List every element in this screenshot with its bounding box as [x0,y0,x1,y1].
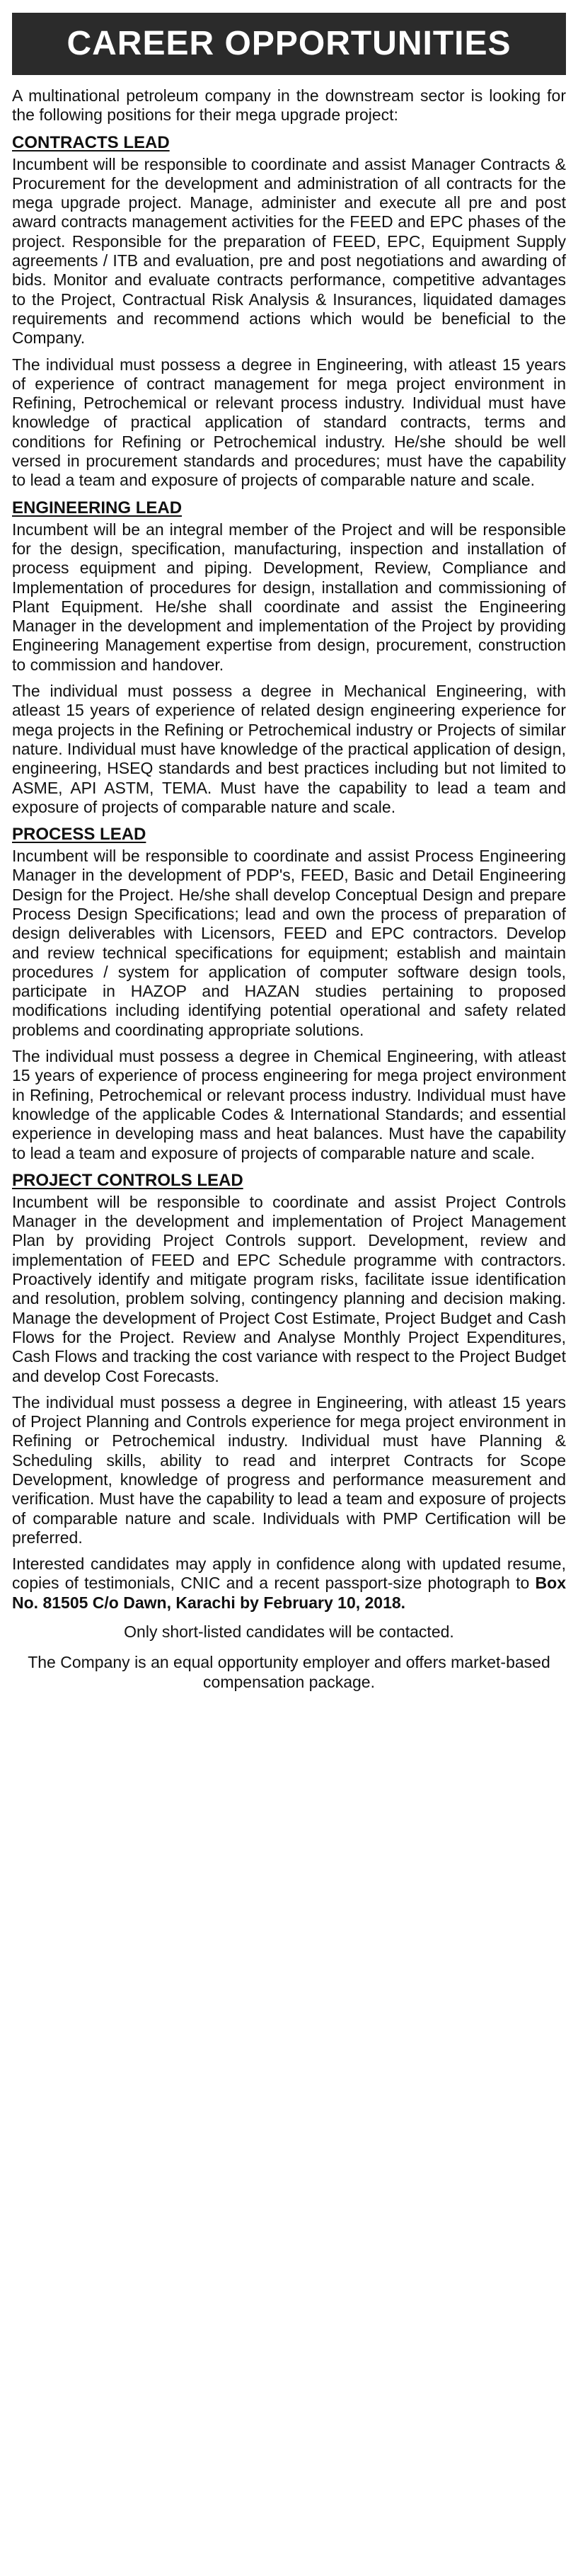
role-description: Incumbent will be responsible to coordinate and assist Project Controls Manager in the development and implementation of Project Management Plan by providing Project Controls support. Development, review and implementation of FEED and EPC Schedule programme with contractors. Proactively identify and mitigate program risks, facilitate issue identification and resolution, problem solving, contingency planning and decision making. Manage the development of Project Cost Estimate, Project Budget and Cash Flows for the Project. Review and Analyse Monthly Project Expenditures, Cash Flows and tracking the cost variance with respect to the Project Budget and develop Cost Forecasts. [12,1192,566,1385]
intro-paragraph: A multinational petroleum company in the downstream sector is looking for the following positions for their mega upgrade project: [12,86,566,125]
shortlist-note: Only short-listed candidates will be contacted. [124,1622,454,1642]
section-heading: PROCESS LEAD [12,825,146,845]
application-address: Box No. 81505 C/o Dawn, Karachi by February 10, 2018. [12,1574,566,1612]
section-contracts-lead [12,132,566,491]
equal-opportunity-statement: The Company is an equal opportunity employer and offers market-based compensation package. [28,1653,550,1691]
role-requirements: The individual must possess a degree in Engineering, with atleast 15 years of experience of contract management for mega project environment in Refining, Petrochemical or relevant process industry. Individual must have knowledge of practical application of standard contracts, terms and conditions for Refining or Petrochemical industry. He/she should be well versed in procurement standards and procedures; must have the capability to lead a team and exposure of projects of comparable nature and scale. [12,355,566,490]
section-process-lead [12,824,566,1163]
section-heading: ENGINEERING LEAD [12,498,183,517]
application-text: Interested candidates may apply in confidence along with updated resume, copies of testimonials, CNIC and a recent passport-size photograph to [12,1555,566,1593]
page-title: CAREER OPPORTUNITIES [12,13,566,75]
section-heading: PROJECT CONTROLS LEAD [12,1170,243,1190]
role-requirements: The individual must possess a degree in Engineering, with atleast 15 years of Project Planning and Controls experience for mega project environment in Refining or Petrochemical industry. Individual must have Planning & Scheduling skills, ability to read and interpret Contracts for Scope Development, knowledge of progress and performance measurement and verification. Must have the capability to lead a team and exposure of projects of comparable nature and scale. Individuals with PMP Certification will be preferred. [12,1392,566,1547]
application-instructions [12,1555,566,1613]
role-requirements: The individual must possess a degree in Chemical Engineering, with atleast 15 years of experience of process engineering for mega project environment in Refining, Petrochemical or relevant process industry. Individual must have knowledge of the applicable Codes & International Standards; and essential experience in developing mass and heat balances. Must have the capability to lead a team and exposure of projects of comparable nature and scale. [12,1047,566,1162]
role-description: Incumbent will be responsible to coordinate and assist Manager Contracts & Procurement for the development and administration of all contracts for the mega upgrade project. Manage, administer and execute all pre and post award contracts management activities for the FEED and EPC phases of the project. Responsible for the preparation of FEED, EPC, Equipment Supply agreements / ITB and evaluation, pre and post negotiations and awarding of bids. Monitor and evaluate contracts performance, competitive advantages to the Project, Contractual Risk Analysis & Insurances, liquidated damages requirements and recommend actions which would be beneficial to the Company. [12,154,566,348]
ad-body [12,86,566,1692]
role-description: Incumbent will be responsible to coordinate and assist Process Engineering Manager in the development of PDP's, FEED, Basic and Detail Engineering Design for the Project. He/she shall develop Conceptual Design and prepare Process Design Specifications; lead and own the process of preparation of design deliverables with Licensors, FEED and EPC contractors. Develop and review technical specifications for equipment; establish and maintain procedures / system for application of computer software design tools, participate in HAZOP and HAZAN studies pertaining to proposed modifications including identifying potential operational and safety related problems and coordinating appropriate solutions. [12,847,566,1039]
role-requirements: The individual must possess a degree in Mechanical Engineering, with atleast 15 years of experience of related design engineering experience for mega projects in the Refining or Petrochemical industry or Projects of similar nature. Individual must have knowledge of the practical application of design, engineering, HSEQ standards and best practices including but not limited to ASME, API ASTM, TEMA. Must have the capability to lead a team and exposure of projects of comparable nature and scale. [12,682,566,816]
section-project-controls-lead [12,1170,566,1547]
role-description: Incumbent will be an integral member of the Project and will be responsible for the design, specification, manufacturing, inspection and installation of process equipment and piping. Development, Review, Compliance and Implementation of procedures for design, installation and commissioning of Plant Equipment. He/she shall coordinate and assist the Engineering Manager in the development and implementation of the Project by providing Engineering Management expertise from design, procurement, construction to commission and handover. [12,520,566,674]
section-heading: CONTRACTS LEAD [12,132,170,152]
section-engineering-lead [12,498,566,817]
